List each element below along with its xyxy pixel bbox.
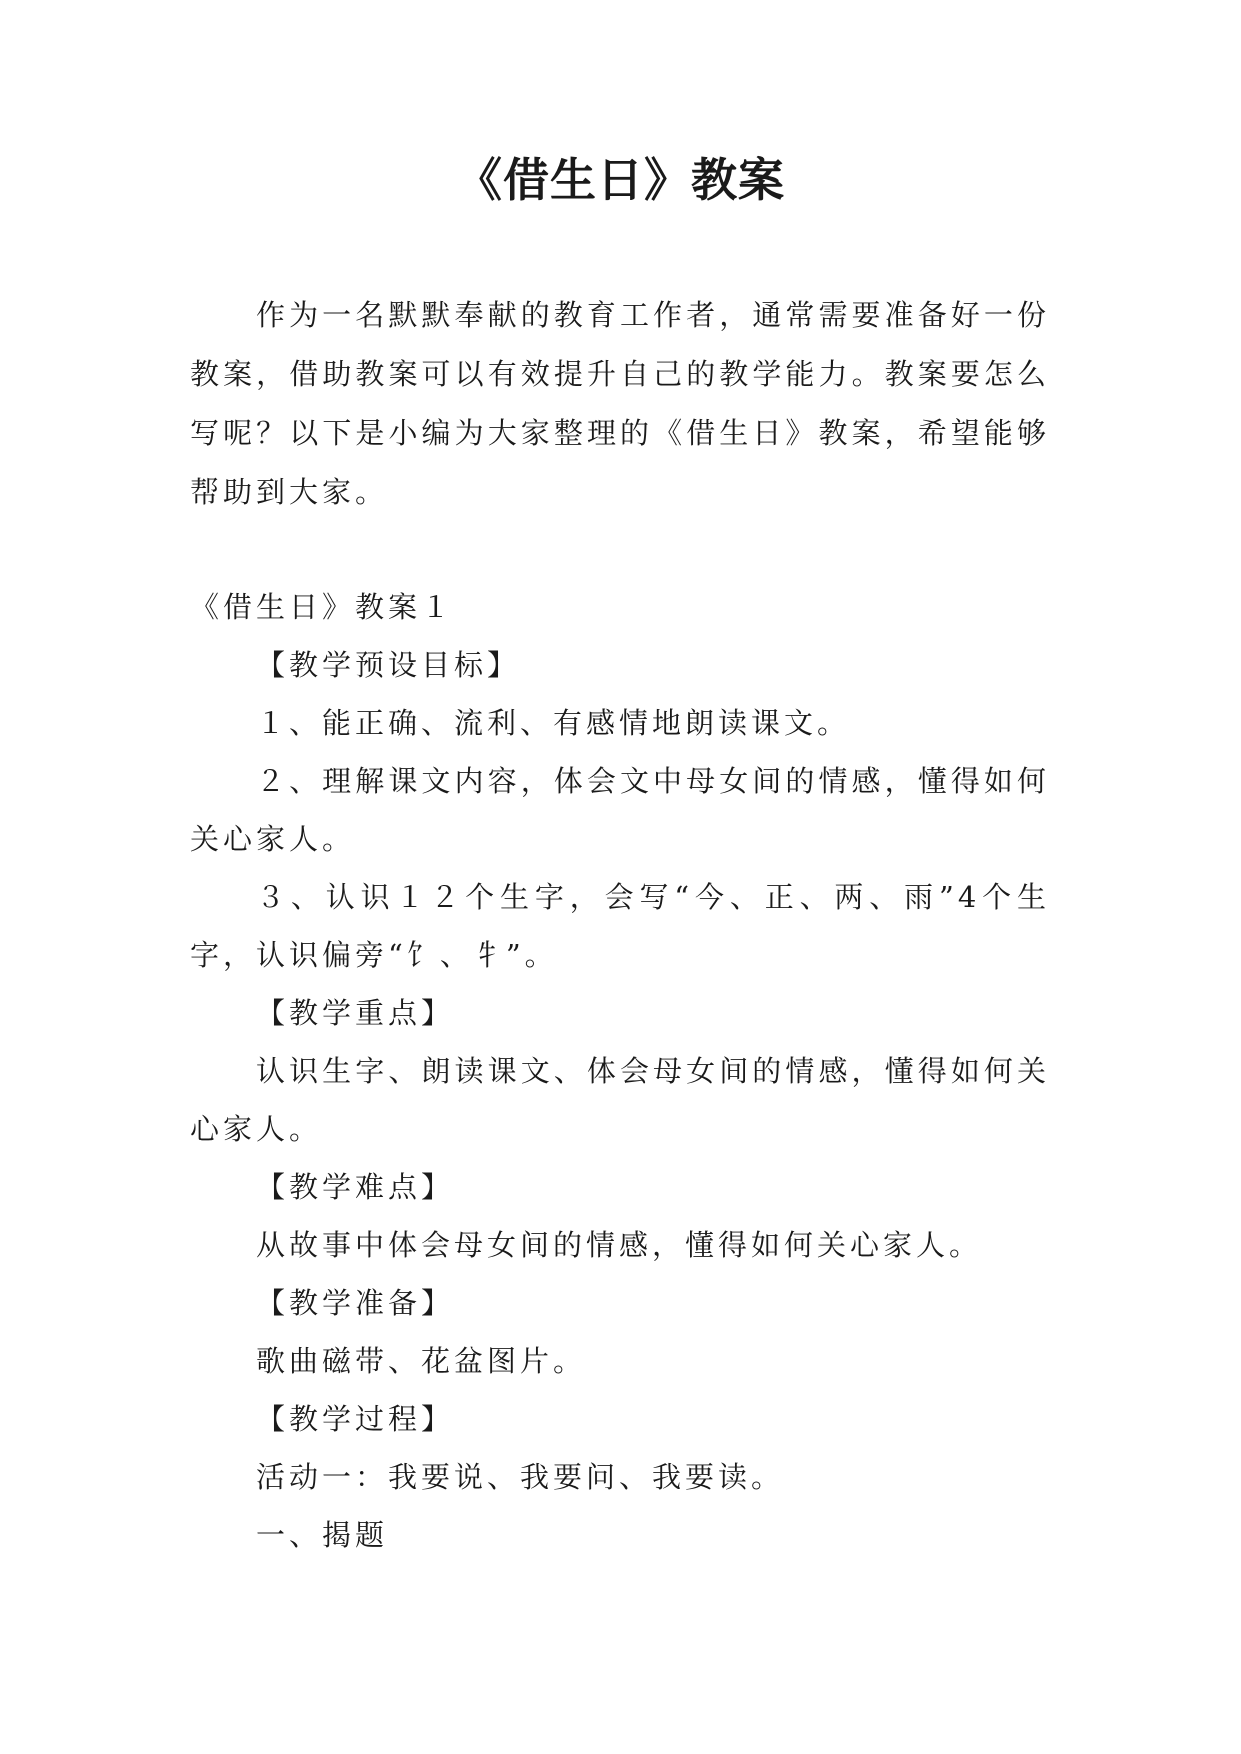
content-line: 【教学难点】 — [256, 1170, 455, 1204]
content-line: 歌曲磁带、花盆图片。 — [256, 1344, 587, 1378]
content-line: ３、认识１２个生字，会写“今、正、两、雨”4个生字，认识偏旁“饣、牜”。 — [190, 880, 1050, 972]
content-line: 【教学预设目标】 — [256, 648, 521, 682]
document-body — [190, 578, 1050, 1564]
section-heading: 《借生日》教案１ — [190, 590, 455, 624]
content-line: 【教学准备】 — [256, 1286, 455, 1320]
intro-paragraph: 作为一名默默奉献的教育工作者，通常需要准备好一份教案，借助教案可以有效提升自己的教学能力。教案要怎么写呢？以下是小编为大家整理的《借生日》教案，希望能够帮助到大家。 — [190, 298, 1050, 509]
content-line: 认识生字、朗读课文、体会母女间的情感，懂得如何关心家人。 — [190, 1054, 1050, 1146]
content-line: ２、理解课文内容，体会文中母女间的情感，懂得如何关心家人。 — [190, 764, 1050, 856]
content-line: １、能正确、流利、有感情地朗读课文。 — [256, 706, 851, 740]
content-lines — [190, 636, 1050, 1564]
content-line: 一、揭题 — [256, 1518, 389, 1552]
content-line: 活动一：我要说、我要问、我要读。 — [256, 1460, 785, 1494]
content-line: 【教学重点】 — [256, 996, 455, 1030]
content-line: 从故事中体会母女间的情感，懂得如何关心家人。 — [256, 1228, 983, 1262]
document-title: 《借生日》教案 — [456, 153, 785, 207]
content-line: 【教学过程】 — [256, 1402, 455, 1436]
